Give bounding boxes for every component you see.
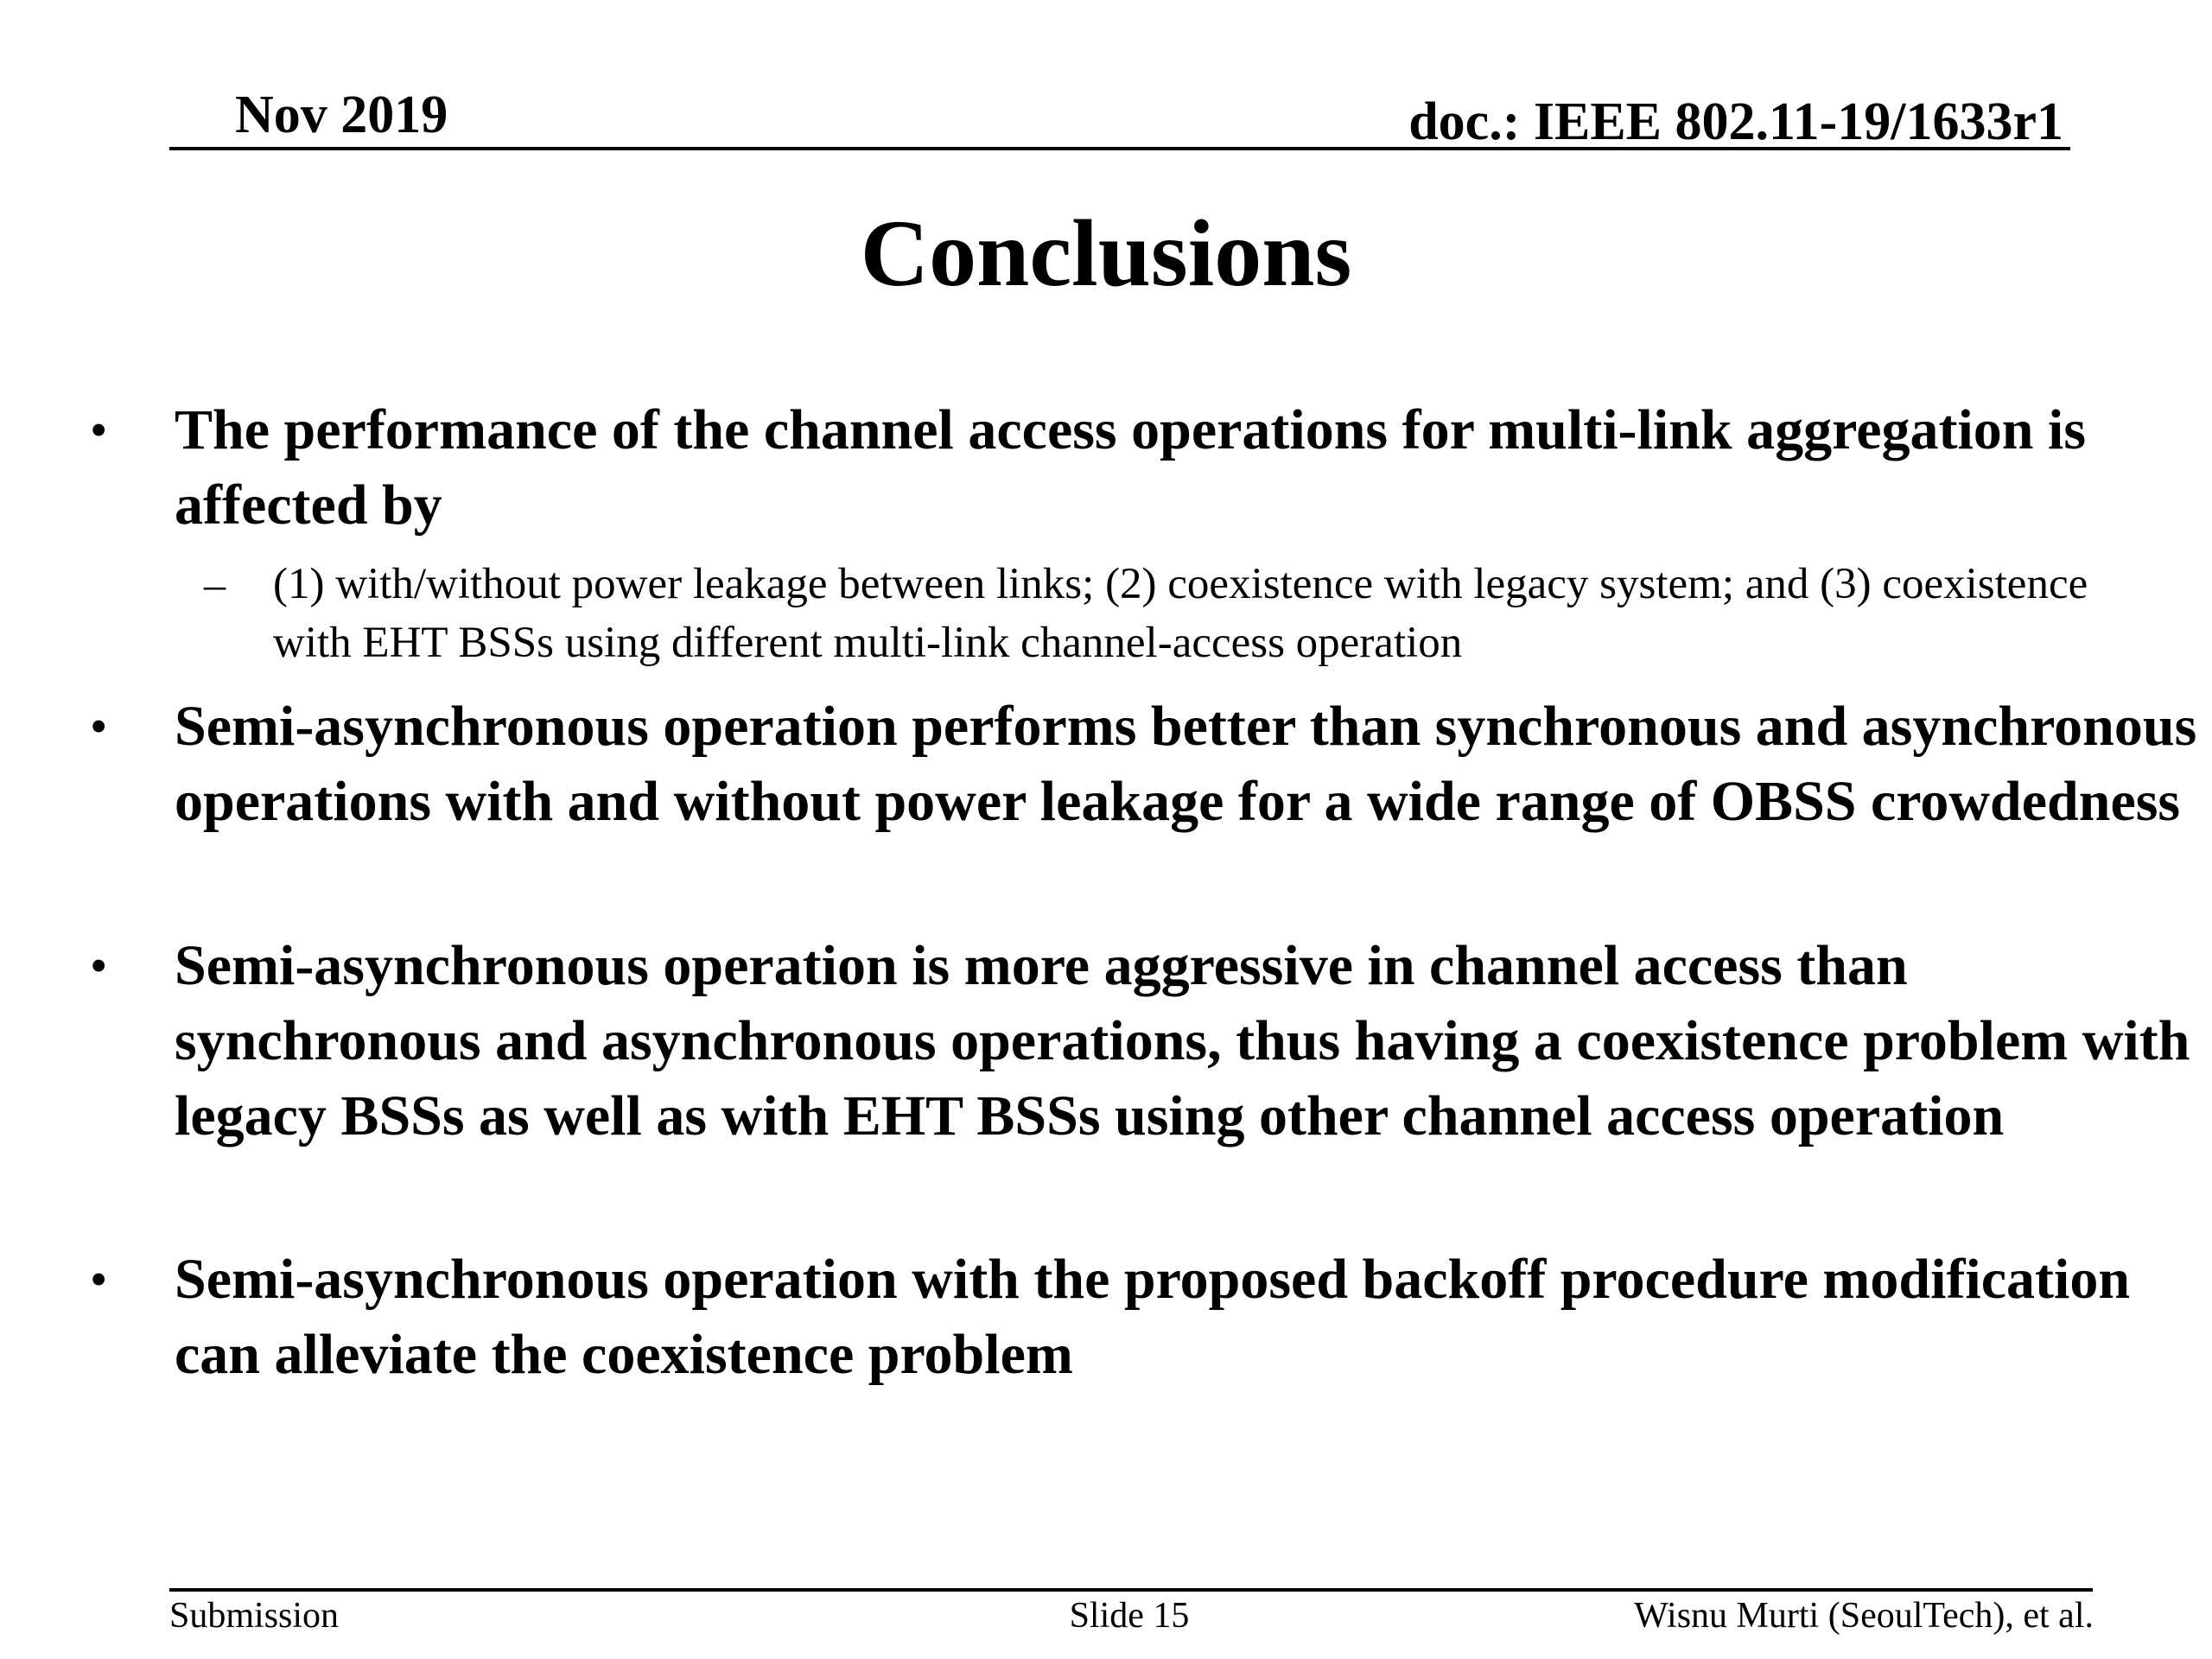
bullet-text: The performance of the channel access operations for multi-link aggregation is affected by [175, 398, 2087, 537]
bullet-marker: • [90, 402, 108, 458]
sub-bullet-text: (1) with/without power leakage between links; (2) coexistence with legacy system; and (3) coexistence with EHT BSSs using different multi-link channel-access operation [273, 560, 2088, 667]
bullet-marker: • [90, 1251, 108, 1307]
header-divider [169, 147, 2070, 150]
bullet-marker: • [90, 698, 108, 754]
bullet-text: Semi-asynchronous operation with the proposed backoff procedure modification can alleviate the coexistence problem [175, 1248, 2131, 1386]
header-doc-id: doc.: IEEE 802.11-19/1633r1 [1408, 92, 2063, 151]
footer-divider [169, 1588, 2093, 1592]
footer-slide-number: Slide 15 [1069, 1596, 1190, 1636]
footer-author: Wisnu Murti (SeoulTech), et al. [1634, 1596, 2094, 1636]
footer-submission: Submission [169, 1596, 340, 1636]
bullet-marker: • [90, 938, 108, 994]
slide-title: Conclusions [860, 200, 1352, 306]
sub-bullet-marker: – [204, 560, 226, 608]
bullet-text: Semi-asynchronous operation performs better than synchronous and asynchronous operations with and without power leakage for a wide range of OBSS crowdedness [175, 695, 2197, 833]
bullet-text: Semi-asynchronous operation is more aggressive in channel access than synchronous and asynchronous operations, thus having a coexistence problem with legacy BSSs as well as with EHT BSSs using other channel access operation [175, 934, 2190, 1147]
header-date: Nov 2019 [235, 86, 448, 144]
